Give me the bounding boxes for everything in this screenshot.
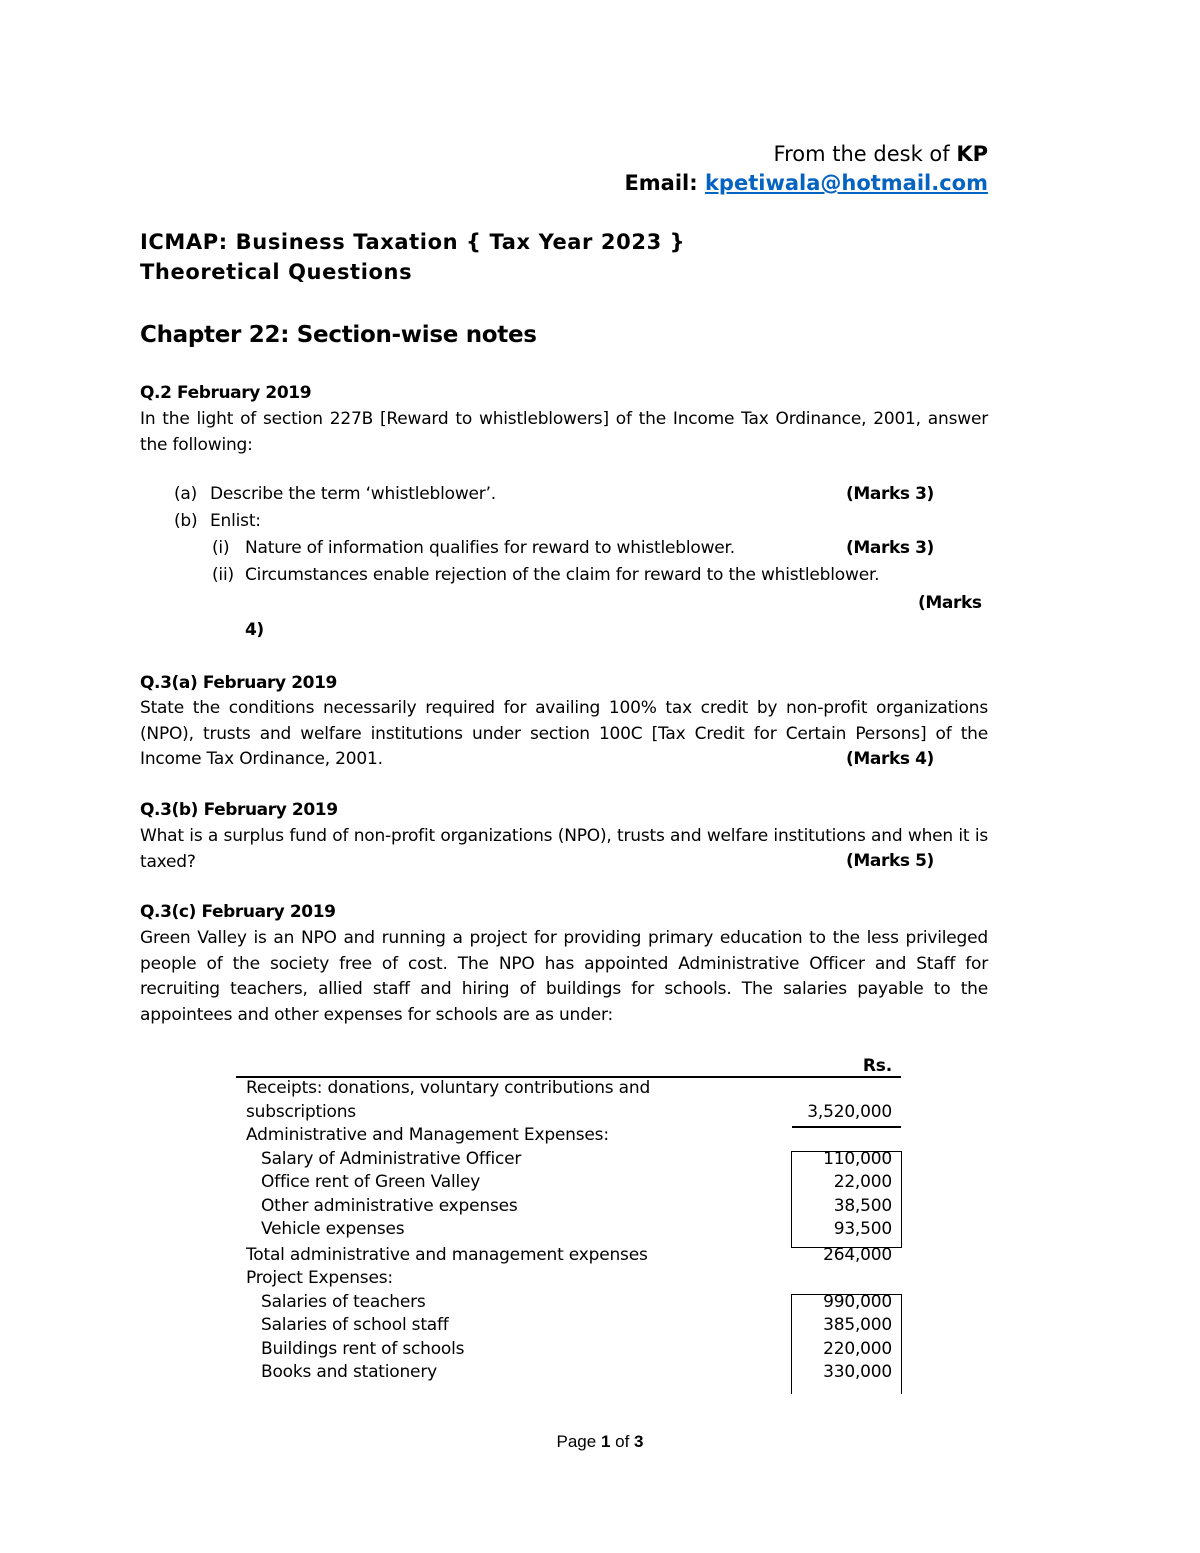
doc-title: ICMAP: Business Taxation { Tax Year 2023 } bbox=[140, 230, 686, 254]
q2-intro: In the light of section 227B [Reward to whistleblowers] of the Income Tax Ordinance, 2001, answer the following: bbox=[140, 409, 988, 455]
of-word: of bbox=[610, 1432, 635, 1451]
page-footer bbox=[0, 1432, 1200, 1452]
project-heading: Project Expenses: bbox=[246, 1268, 393, 1288]
email-label: Email: bbox=[624, 171, 705, 195]
admin-heading: Administrative and Management Expenses: bbox=[246, 1125, 609, 1145]
q2-i-label: (i) bbox=[212, 538, 230, 558]
admin-items-box bbox=[791, 1148, 902, 1248]
admin-item-amount: 38,500 bbox=[833, 1195, 892, 1216]
project-item-label: Books and stationery bbox=[261, 1362, 437, 1382]
q3c-heading: Q.3(c) February 2019 bbox=[140, 902, 336, 922]
q3a-marks: (Marks 4) bbox=[846, 749, 934, 769]
receipts-label-line1: Receipts: donations, voluntary contributions and bbox=[246, 1078, 651, 1098]
expenses-table bbox=[236, 1050, 904, 1386]
admin-item-amount: 93,500 bbox=[833, 1219, 892, 1239]
receipts-label-line2: subscriptions bbox=[246, 1101, 356, 1122]
desk-line bbox=[774, 142, 988, 166]
q2-i-text: Nature of information qualifies for reward to whistleblower. bbox=[245, 538, 735, 558]
project-item-amount: 220,000 bbox=[823, 1338, 892, 1359]
q2-b-label: (b) bbox=[174, 511, 198, 531]
q2-a-label: (a) bbox=[174, 484, 198, 504]
admin-item-label: Vehicle expenses bbox=[261, 1219, 405, 1239]
currency-header: Rs. bbox=[862, 1056, 892, 1076]
admin-item-amount: 22,000 bbox=[833, 1172, 892, 1192]
doc-subtitle: Theoretical Questions bbox=[140, 260, 413, 284]
project-item-amount: 330,000 bbox=[823, 1362, 892, 1382]
project-item-amount: 385,000 bbox=[823, 1315, 892, 1335]
desk-prefix: From the desk of bbox=[773, 142, 957, 166]
q2-ii-text: Circumstances enable rejection of the claim for reward to the whistleblower. bbox=[245, 565, 880, 585]
project-item-label: Salaries of teachers bbox=[261, 1291, 426, 1312]
chapter-heading: Chapter 22: Section-wise notes bbox=[140, 322, 537, 348]
q2-a-text: Describe the term ‘whistleblower’. bbox=[210, 484, 496, 504]
q3b-heading: Q.3(b) February 2019 bbox=[140, 800, 338, 820]
q3b-text: What is a surplus fund of non-profit organizations (NPO), trusts and welfare institutions and when it is taxed? bbox=[140, 826, 988, 872]
q2-b-text: Enlist: bbox=[210, 511, 261, 531]
admin-total-label: Total administrative and management expenses bbox=[246, 1244, 648, 1265]
table-header-row bbox=[236, 1050, 904, 1074]
admin-item-amount: 110,000 bbox=[823, 1148, 892, 1169]
project-item-label: Buildings rent of schools bbox=[261, 1338, 465, 1359]
admin-item-label: Salary of Administrative Officer bbox=[261, 1148, 522, 1169]
q2-ii-marks-part1: (Marks bbox=[918, 593, 982, 613]
email-link[interactable]: kpetiwala@hotmail.com bbox=[704, 171, 988, 195]
project-item-amount: 990,000 bbox=[823, 1291, 892, 1312]
project-items-box bbox=[791, 1291, 902, 1394]
receipts-row-2 bbox=[236, 1102, 904, 1126]
page-word: Page bbox=[556, 1432, 601, 1451]
receipts-amount: 3,520,000 bbox=[807, 1101, 892, 1122]
admin-item-label: Other administrative expenses bbox=[261, 1195, 518, 1216]
q2-a-marks: (Marks 3) bbox=[846, 484, 934, 504]
email-line bbox=[624, 171, 988, 195]
receipts-row-1 bbox=[236, 1078, 904, 1102]
q2-i-marks: (Marks 3) bbox=[846, 538, 934, 558]
page-total: 3 bbox=[634, 1432, 644, 1451]
q2-heading: Q.2 February 2019 bbox=[140, 383, 312, 403]
admin-heading-row bbox=[236, 1125, 904, 1149]
project-heading-row bbox=[236, 1268, 904, 1292]
page-number: 1 bbox=[600, 1432, 611, 1451]
q3b-marks: (Marks 5) bbox=[846, 851, 934, 871]
admin-item-label: Office rent of Green Valley bbox=[261, 1172, 481, 1192]
admin-total-amount: 264,000 bbox=[823, 1244, 892, 1265]
q3c-text: Green Valley is an NPO and running a project for providing primary education to the less privileged people of the society free of cost. The NPO has appointed Administrative Officer and Staff for recruiting teachers, allied staff and hiring of buildings for schools. The salaries payable to the appointees and other expenses for schools are as under: bbox=[140, 928, 988, 1025]
admin-total-row bbox=[236, 1245, 904, 1269]
desk-name: KP bbox=[956, 142, 988, 166]
q2-ii-label: (ii) bbox=[212, 565, 234, 585]
currency-underline bbox=[791, 1076, 901, 1077]
q3a-heading: Q.3(a) February 2019 bbox=[140, 673, 337, 693]
project-item-label: Salaries of school staff bbox=[261, 1315, 449, 1335]
q2-ii-marks-part2: 4) bbox=[245, 620, 264, 640]
q3a-text: State the conditions necessarily required for availing 100% tax credit by non-profit organizations (NPO), trusts and welfare institutions under section 100C [Tax Credit for Certain Persons] of the Income Tax Ordinance, 2001. bbox=[140, 698, 988, 769]
